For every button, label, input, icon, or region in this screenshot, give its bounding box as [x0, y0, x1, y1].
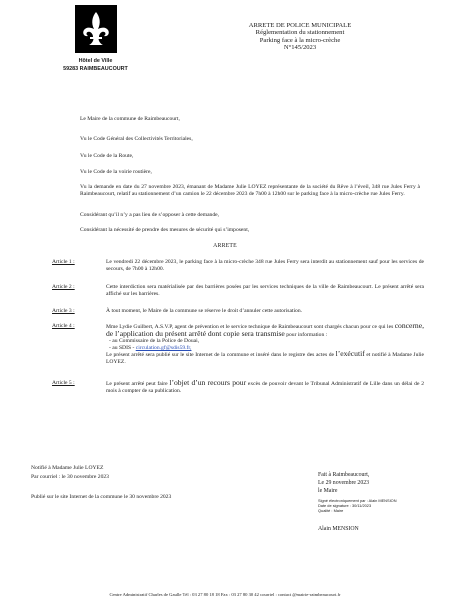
- recipient-sdis: [109, 345, 424, 352]
- preamble-considerant-2: Considérant la nécessité de prendre des mesures de sécurité qui s’imposent,: [80, 227, 250, 233]
- article-4-recipients: [106, 338, 424, 351]
- preamble-vu-voirie: Vu le Code de la voirie routière,: [80, 169, 152, 175]
- notification-line: Notifié à Madame Julie LOYEZ: [31, 465, 104, 471]
- town-logo: [75, 5, 117, 53]
- courriel-line: Par courriel : le 30 novembre 2023: [31, 474, 109, 480]
- preamble-vu-cgct: Vu le Code Général des Collectivités Territoriales,: [80, 136, 193, 142]
- e-signature-by: Signé électroniquement par : Alain MENSION: [318, 498, 397, 503]
- heading-line1: ARRETE DE POLICE MUNICIPALE: [248, 22, 352, 29]
- preamble-considerant-1: Considérant qu’il n’y a pas lieu de s’opposer à cette demande,: [80, 212, 220, 218]
- article-5-label: Article 5 :: [52, 380, 75, 386]
- page-footer: Centre Administratif Charles de Gaulle Tél : 03 27 80 18 18 Fax : 03 27 80 30 42 courriel : contact @mairie-raimbeaucourt.fr: [109, 592, 341, 597]
- article-2-text: Cette interdiction sera matérialisée par des barrières posées par les services techniques de la ville de Raimbeaucourt. Le présent arrêté sera affiché sur les barrières.: [106, 284, 424, 297]
- article-5-text-b: excès de pouvoir devant le Tribunal Administratif de Lille dans un délai de 2 mois à compter de sa publication.: [106, 381, 424, 394]
- article-5-text-a: Le présent arrêté peut faire: [106, 381, 170, 387]
- e-signature-qualite: Qualité : Maire: [318, 508, 344, 513]
- article-4-intro-a: Mme Lydie Guilbert, A.S.V.P, agent de prévention et le service technique de Raimbeaucourt sont chargés chacun pour ce qui les: [106, 324, 395, 330]
- article-1-label: Article 1 :: [52, 259, 75, 265]
- article-4-closing-b: et notifié à Madame Julie LOYEZ.: [106, 352, 424, 365]
- mairie-line1: Hôtel de Ville: [78, 58, 113, 64]
- article-1-text: Le vendredi 22 décembre 2023, le parking face à la micro-crèche 348 rue Jules Ferry sera interdit au stationnement sauf pour les services de secours, de 7h00 à 12h00.: [106, 259, 424, 272]
- signatory-name: Alain MENSION: [318, 526, 359, 532]
- signature-date: Le 29 novembre 2023: [318, 480, 370, 486]
- article-5-text-big: l’objet d’un recours pour: [169, 378, 247, 387]
- article-4-closing-a: Le présent arrêté sera publié sur le site Internet de la commune et inséré dans le registre des actes de: [106, 352, 336, 359]
- sdis-email-link[interactable]: circulation.gf@sdis59.fr,: [135, 344, 192, 351]
- heading-line4: N°145/2023: [283, 44, 317, 52]
- article-3-text: À tout moment, le Maire de la commune se réserve le droit d’annuler cette autorisation.: [106, 308, 303, 314]
- preamble-maire: Le Maire de la commune de Raimbeaucourt,: [80, 116, 180, 122]
- recipient-police: - au Commissaire de la Police de Douai,: [109, 338, 424, 345]
- article-5-text: [106, 380, 424, 394]
- e-signature-date: Date de signature : 30/11/2023: [318, 503, 372, 508]
- heading-line2: Réglementation du stationnement: [255, 29, 345, 37]
- publication-line: Publié sur le site Internet de la commune le 30 novembre 2023: [31, 494, 172, 500]
- heading-line3: Parking face à la micro-crèche: [259, 36, 341, 44]
- article-4-closing-big: l’exécutif: [335, 349, 365, 359]
- preamble-vu-demande: Vu la demande en date du 27 novembre 2023, émanant de Madame Julie LOYEZ représentante de la société du Rêve à l’éveil, 348 rue Jules Ferry à Raimbeaucourt, relatif au stationnement d’un camion le 22 décembre 2023 de 7h00 à 12h00 sur le parking face à la micro-crèche rue Jules Ferry.: [80, 184, 420, 197]
- document-heading: [225, 22, 375, 52]
- article-3-label: Article 3 :: [52, 308, 75, 314]
- mairie-line2: 59283 RAIMBEAUCOURT: [63, 65, 128, 72]
- article-2-label: Article 2 :: [52, 284, 75, 290]
- article-4-intro-b: pour information :: [284, 331, 328, 338]
- fleur-de-lis-icon: [75, 5, 117, 53]
- article-4-intro: [106, 323, 424, 338]
- recipient-sdis-prefix: au SDIS -: [112, 344, 136, 351]
- preamble-vu-route: Vu le Code de la Route,: [80, 153, 134, 159]
- arrete-title: ARRETE: [213, 243, 237, 249]
- signature-place: Fait à Raimbeaucourt,: [318, 472, 370, 478]
- article-4-intro-big: concerne, de l’application du présent arrêté dont copie sera transmise: [106, 321, 424, 338]
- article-4-text: [106, 323, 424, 366]
- mairie-address: [48, 58, 143, 73]
- article-4-label: Article 4 :: [52, 323, 75, 329]
- article-4-closing: [106, 351, 424, 365]
- signature-role: le Maire: [318, 488, 338, 494]
